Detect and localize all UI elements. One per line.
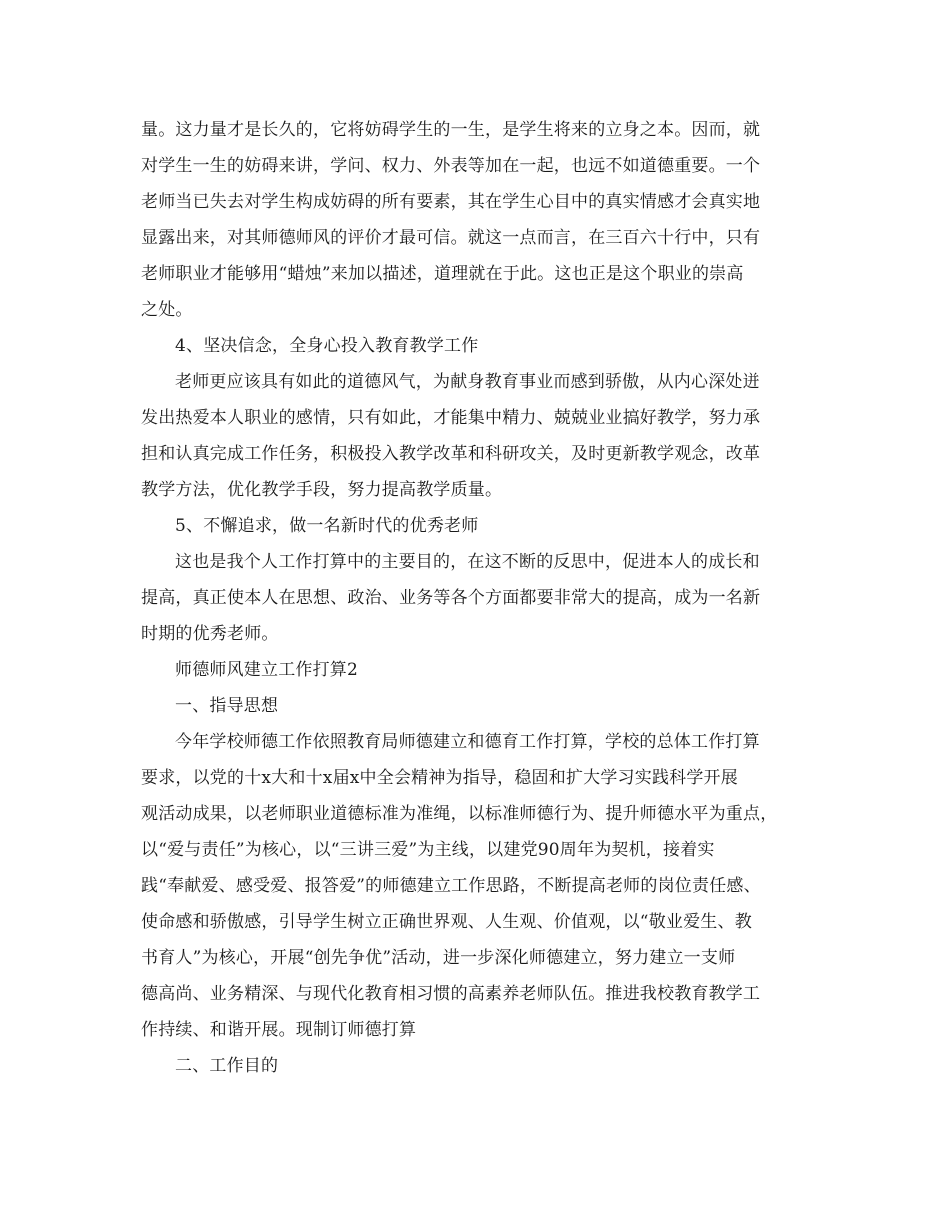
paragraph-line: 观活动成果，以老师职业道德标准为准绳，以标准师德行为、提升师德水平为重点， [141, 804, 778, 824]
document-subtitle: 师德师风建立工作打算2 [175, 660, 359, 680]
paragraph-line: 之处。 [141, 300, 193, 320]
section-heading: 4、坚决信念，全身心投入教育教学工作 [175, 336, 479, 356]
paragraph-line: 老师职业才能够用“蜡烛”来加以描述，道理就在于此。这也正是这个职业的崇高 [141, 264, 744, 284]
paragraph-line: 发出热爱本人职业的感情，只有如此，才能集中精力、兢兢业业搞好教学，努力承 [141, 408, 761, 428]
paragraph-line: 使命感和骄傲感，引导学生树立正确世界观、人生观、价值观，以“敬业爱生、教 [141, 912, 752, 932]
paragraph-line: 担和认真完成工作任务，积极投入教学改革和科研攻关，及时更新教学观念，改革 [141, 444, 761, 464]
section-heading: 二、工作目的 [175, 1056, 279, 1076]
section-heading: 5、不懈追求，做一名新时代的优秀老师 [175, 516, 479, 536]
paragraph-line: 以“爱与责任”为核心，以“三讲三爱”为主线，以建党90周年为契机，接着实 [141, 840, 715, 860]
paragraph-line: 教学方法，优化教学手段，努力提高教学质量。 [141, 480, 503, 500]
paragraph-line: 显露出来，对其师德师风的评价才最可信。就这一点而言，在三百六十行中，只有 [141, 228, 761, 248]
section-heading: 一、指导思想 [175, 696, 279, 716]
paragraph-line: 书育人”为核心，开展“创先争优”活动，进一步深化师德建立，努力建立一支师 [141, 948, 736, 968]
paragraph-line: 老师当已失去对学生构成妨碍的所有要素，其在学生心目中的真实情感才会真实地 [141, 192, 761, 212]
paragraph-line: 对学生一生的妨碍来讲，学问、权力、外表等加在一起，也远不如道德重要。一个 [141, 156, 761, 176]
paragraph-line: 这也是我个人工作打算中的主要目的，在这不断的反思中，促进本人的成长和 [175, 552, 760, 572]
paragraph-line: 作持续、和谐开展。现制订师德打算 [141, 1020, 417, 1040]
paragraph-line: 践“奉献爱、感受爱、报答爱”的师德建立工作思路，不断提高老师的岗位责任感、 [141, 876, 761, 896]
paragraph-line: 德高尚、业务精深、与现代化教育相习惯的高素养老师队伍。推进我校教育教学工 [141, 984, 761, 1004]
document-body [141, 112, 811, 1084]
paragraph-line: 要求，以党的十x大和十x届x中全会精神为指导，稳固和扩大学习实践科学开展 [141, 768, 738, 788]
paragraph-line: 量。这力量才是长久的，它将妨碍学生的一生，是学生将来的立身之本。因而，就 [141, 120, 761, 140]
paragraph-line: 提高，真正使本人在思想、政治、业务等各个方面都要非常大的提高，成为一名新 [141, 588, 761, 608]
paragraph-line: 今年学校师德工作依照教育局师德建立和德育工作打算，学校的总体工作打算 [175, 732, 760, 752]
paragraph-line: 时期的优秀老师。 [141, 624, 279, 644]
paragraph-line: 老师更应该具有如此的道德风气，为献身教育事业而感到骄傲，从内心深处迸 [175, 372, 760, 392]
